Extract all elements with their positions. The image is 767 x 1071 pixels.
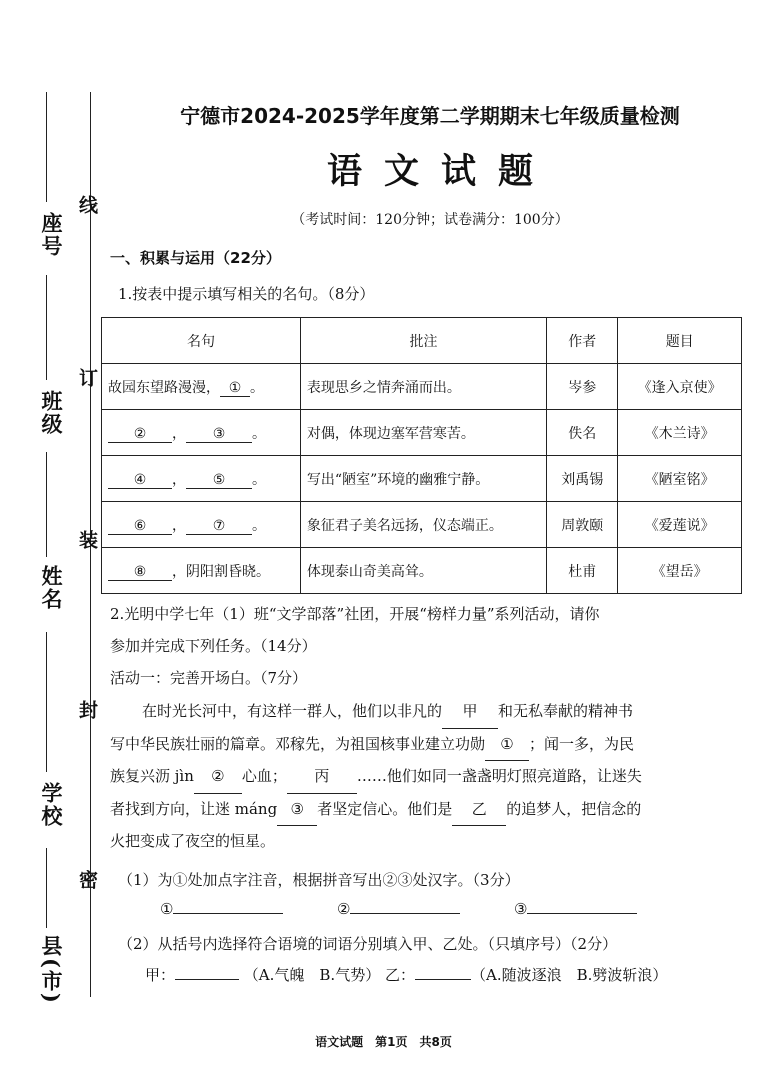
class-label: 班级 xyxy=(39,390,64,436)
yi-label: 乙： xyxy=(384,966,415,984)
passage-text: 者坚定信心。他们是 xyxy=(317,799,453,818)
seat-label: 座号 xyxy=(39,212,64,258)
answer-blank[interactable]: ⑥ xyxy=(108,518,172,535)
passage-line xyxy=(110,729,742,762)
note-cell: 体现泰山奇美高耸。 xyxy=(300,548,546,594)
table-row xyxy=(102,502,742,548)
answer-line-3[interactable] xyxy=(527,913,637,914)
answer-blank[interactable]: ① xyxy=(220,380,250,397)
slot-label: ② xyxy=(337,900,351,918)
note-cell: 象征君子美名远扬，仪态端正。 xyxy=(300,502,546,548)
quote-cell xyxy=(102,410,301,456)
answer-blank-jia[interactable]: 甲 xyxy=(442,696,498,729)
work-cell: 《木兰诗》 xyxy=(618,410,742,456)
quote-text: ， xyxy=(172,471,186,488)
answer-blank-yi[interactable]: 乙 xyxy=(452,794,506,827)
table-row xyxy=(102,548,742,594)
answer-line-1[interactable] xyxy=(173,913,283,914)
school-label: 学校 xyxy=(39,782,64,828)
note-cell: 对偶，体现边塞军营寒苦。 xyxy=(300,410,546,456)
table-header-row xyxy=(102,318,742,364)
county-label: 县(市) xyxy=(39,935,64,1005)
subject-title: 语文试题 xyxy=(326,151,555,192)
sub-question-1: （1）为①处加点字注音，根据拼音写出②③处汉字。（3分） xyxy=(118,871,520,889)
quote-text: ， xyxy=(172,517,186,534)
seal-char-mi: 密 xyxy=(76,870,98,889)
q2-prompt-line2: 参加并完成下列任务。（14分） xyxy=(110,637,317,655)
q1-prompt: 1.按表中提示填写相关的名句。（8分） xyxy=(118,285,375,303)
passage-text: 写中华民族壮丽的篇章。邓稼先，为祖国核事业建立功勋 xyxy=(110,734,486,753)
col-header: 名句 xyxy=(102,318,301,364)
answer-line-jia[interactable] xyxy=(175,979,239,980)
quote-cell xyxy=(102,548,301,594)
passage xyxy=(110,696,742,858)
exam-title: 宁德市2024-2025学年度第二学期期末七年级质量检测 xyxy=(180,104,680,128)
quote-text: ，阴阳割昏晓。 xyxy=(172,563,270,580)
passage-text: 族复兴沥 jìn xyxy=(110,767,194,785)
answer-blank[interactable]: ⑦ xyxy=(186,518,252,535)
quote-cell xyxy=(102,456,301,502)
answer-blank[interactable]: ④ xyxy=(108,472,172,489)
seal-char-xian: 线 xyxy=(76,195,98,214)
jia-options: （A.气魄 B.气势） xyxy=(243,966,381,984)
answer-blank[interactable]: ⑧ xyxy=(108,564,172,581)
passage-text: 的追梦人，把信念的 xyxy=(506,799,642,818)
activity1-heading: 活动一：完善开场白。（7分） xyxy=(110,669,308,687)
table-row xyxy=(102,410,742,456)
work-cell: 《逢入京使》 xyxy=(618,364,742,410)
col-header: 题目 xyxy=(618,318,742,364)
seal-char-ding: 订 xyxy=(76,368,98,387)
answer-blank[interactable]: ③ xyxy=(186,426,252,443)
answer-line-yi[interactable] xyxy=(415,979,471,980)
q2-prompt-line1: 2.光明中学七年（1）班“文学部落”社团，开展“榜样力量”系列活动，请你 xyxy=(110,605,600,623)
answer-blank[interactable]: ② xyxy=(108,426,172,443)
table-row xyxy=(102,364,742,410)
work-cell: 《爱莲说》 xyxy=(618,502,742,548)
sub-question-2: （2）从括号内选择符合语境的词语分别填入甲、乙处。（只填序号）（2分） xyxy=(118,935,618,953)
seat-blank xyxy=(46,92,47,202)
name-label: 姓名 xyxy=(39,565,64,611)
passage-text: 心血； xyxy=(241,767,287,785)
quote-text: 。 xyxy=(252,471,266,488)
answer-blank-3[interactable]: ③ xyxy=(277,794,317,827)
author-cell: 佚名 xyxy=(547,410,618,456)
seal-char-feng: 封 xyxy=(76,700,98,719)
passage-line: 火把变成了夜空的恒星。 xyxy=(110,832,276,850)
table-row xyxy=(102,456,742,502)
passage-text: 者找到方向，让迷 máng xyxy=(110,799,278,818)
author-cell: 岑参 xyxy=(547,364,618,410)
answer-blank[interactable]: ⑤ xyxy=(186,472,252,489)
county-blank xyxy=(46,848,47,928)
exam-info: （考试时间：120分钟；试卷满分：100分） xyxy=(291,212,569,228)
passage-line xyxy=(110,794,742,827)
quote-text: 。 xyxy=(252,517,266,534)
school-blank xyxy=(46,632,47,772)
passage-text: 和无私奉献的精神书 xyxy=(498,702,634,720)
passage-line xyxy=(110,761,742,794)
passage-line xyxy=(110,696,742,729)
answer-blank-bing[interactable]: 丙 xyxy=(287,761,357,794)
answer-blank-2[interactable]: ② xyxy=(194,761,242,794)
slot-label: ① xyxy=(160,900,174,918)
author-cell: 周敦颐 xyxy=(547,502,618,548)
yi-options: （A.随波逐浪 B.劈波斩浪） xyxy=(471,966,668,984)
col-header: 作者 xyxy=(547,318,618,364)
quote-cell xyxy=(102,364,301,410)
passage-text: 在时光长河中，有这样一群人，他们以非凡的 xyxy=(142,702,443,720)
answer-blank-1[interactable]: ① xyxy=(485,729,529,762)
quote-text: 。 xyxy=(252,425,266,442)
seal-char-zhuang: 装 xyxy=(76,530,98,549)
answer-line-2[interactable] xyxy=(350,913,460,914)
section-heading: 一、积累与运用（22分） xyxy=(110,249,281,267)
name-blank xyxy=(46,452,47,557)
passage-text: ；闻一多，为民 xyxy=(529,734,635,753)
poem-table xyxy=(101,317,742,594)
author-cell: 杜甫 xyxy=(547,548,618,594)
work-cell: 《望岳》 xyxy=(618,548,742,594)
passage-text: ……他们如同一盏盏明灯照亮道路，让迷失 xyxy=(356,767,642,785)
jia-label: 甲： xyxy=(145,966,176,984)
quote-text: 故园东望路漫漫， xyxy=(108,379,220,396)
note-cell: 写出“陋室”环境的幽雅宁静。 xyxy=(300,456,546,502)
slot-label: ③ xyxy=(514,900,528,918)
class-blank xyxy=(46,275,47,380)
work-cell: 《陋室铭》 xyxy=(618,456,742,502)
quote-text: ， xyxy=(172,425,186,442)
page-footer: 语文试题 第1页 共8页 xyxy=(315,1035,452,1049)
note-cell: 表现思乡之情奔涌而出。 xyxy=(300,364,546,410)
quote-text: 。 xyxy=(250,379,264,396)
sub2-answers xyxy=(145,964,667,985)
sub1-answers xyxy=(160,900,637,918)
author-cell: 刘禹锡 xyxy=(547,456,618,502)
quote-cell xyxy=(102,502,301,548)
col-header: 批注 xyxy=(300,318,546,364)
